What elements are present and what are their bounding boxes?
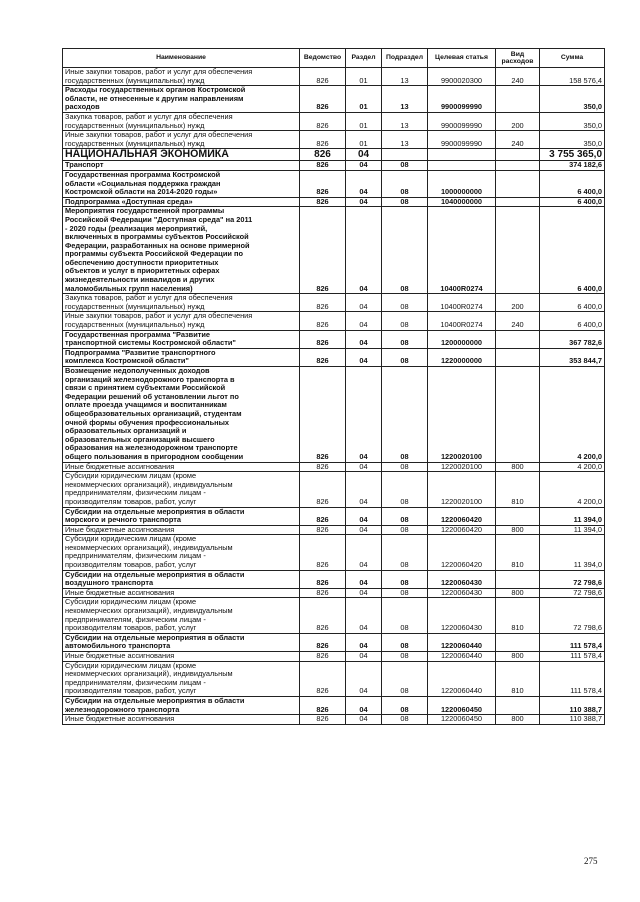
cell-celevaya-statya: 1220020100 bbox=[428, 367, 496, 463]
cell-razdel: 01 bbox=[346, 68, 382, 86]
cell-celevaya-statya: 1220060430 bbox=[428, 598, 496, 633]
cell-vid-raskhodov bbox=[496, 149, 540, 161]
cell-podrazdel: 13 bbox=[382, 131, 428, 149]
header-summa: Сумма bbox=[540, 49, 605, 68]
cell-razdel: 04 bbox=[346, 312, 382, 330]
cell-name: Расходы государственных органов Костромской области, не отнесенные к другим направлениям расходов bbox=[63, 86, 300, 113]
table-row bbox=[63, 633, 605, 651]
cell-podrazdel: 08 bbox=[382, 715, 428, 725]
table-row bbox=[63, 330, 605, 348]
table-row bbox=[63, 112, 605, 130]
cell-vedomstvo: 826 bbox=[300, 696, 346, 714]
cell-vid-raskhodov bbox=[496, 161, 540, 171]
cell-vedomstvo: 826 bbox=[300, 525, 346, 535]
cell-vedomstvo: 826 bbox=[300, 715, 346, 725]
cell-vid-raskhodov: 240 bbox=[496, 68, 540, 86]
cell-vedomstvo: 826 bbox=[300, 661, 346, 696]
table-row bbox=[63, 348, 605, 366]
cell-name: Мероприятия государственной программы Российской Федерации "Доступная среда" на 2011 - 2020 годы (реализация мероприятий, включенных в программы субъектов Российской Федерации, разработанных на основе примерной программы субъекта Российской Федерации по обеспечению доступности приоритетных объектов и услуг в приоритетных сферах жизнедеятельности инвалидов и других маломобильных групп населения) bbox=[63, 207, 300, 294]
cell-vedomstvo: 826 bbox=[300, 197, 346, 207]
cell-celevaya-statya: 1220060440 bbox=[428, 661, 496, 696]
cell-vedomstvo: 826 bbox=[300, 348, 346, 366]
cell-vedomstvo: 826 bbox=[300, 161, 346, 171]
cell-summa: 3 755 365,0 bbox=[540, 149, 605, 161]
cell-name: Субсидии юридическим лицам (кроме некоммерческих организаций), индивидуальным предпринимателям, физическим лицам - производителям товаров, работ, услуг bbox=[63, 598, 300, 633]
cell-razdel: 04 bbox=[346, 197, 382, 207]
cell-podrazdel: 08 bbox=[382, 598, 428, 633]
cell-summa: 111 578,4 bbox=[540, 652, 605, 662]
cell-summa: 11 394,0 bbox=[540, 507, 605, 525]
cell-celevaya-statya: 9900099990 bbox=[428, 112, 496, 130]
cell-celevaya-statya: 1000000000 bbox=[428, 170, 496, 197]
cell-razdel: 04 bbox=[346, 652, 382, 662]
cell-name: Субсидии на отдельные мероприятия в области морского и речного транспорта bbox=[63, 507, 300, 525]
table-row bbox=[63, 294, 605, 312]
cell-vedomstvo: 826 bbox=[300, 170, 346, 197]
cell-razdel: 04 bbox=[346, 330, 382, 348]
cell-podrazdel: 13 bbox=[382, 86, 428, 113]
cell-podrazdel: 08 bbox=[382, 367, 428, 463]
cell-razdel: 04 bbox=[346, 570, 382, 588]
cell-summa: 72 798,6 bbox=[540, 598, 605, 633]
cell-razdel: 04 bbox=[346, 661, 382, 696]
cell-razdel: 01 bbox=[346, 131, 382, 149]
cell-celevaya-statya: 1220060430 bbox=[428, 570, 496, 588]
cell-podrazdel: 08 bbox=[382, 570, 428, 588]
cell-vid-raskhodov: 800 bbox=[496, 715, 540, 725]
cell-name: Субсидии юридическим лицам (кроме некоммерческих организаций), индивидуальным предпринимателям, физическим лицам - производителям товаров, работ, услуг bbox=[63, 472, 300, 507]
cell-summa: 367 782,6 bbox=[540, 330, 605, 348]
cell-vedomstvo: 826 bbox=[300, 294, 346, 312]
table-row bbox=[63, 472, 605, 507]
cell-razdel: 04 bbox=[346, 633, 382, 651]
cell-vedomstvo: 826 bbox=[300, 507, 346, 525]
cell-razdel: 04 bbox=[346, 507, 382, 525]
header-vedomstvo: Ведомство bbox=[300, 49, 346, 68]
cell-podrazdel: 08 bbox=[382, 472, 428, 507]
cell-vedomstvo: 826 bbox=[300, 86, 346, 113]
cell-razdel: 04 bbox=[346, 588, 382, 598]
cell-summa: 72 798,6 bbox=[540, 588, 605, 598]
cell-vedomstvo: 826 bbox=[300, 588, 346, 598]
cell-celevaya-statya: 10400R0274 bbox=[428, 312, 496, 330]
cell-celevaya-statya: 1220060420 bbox=[428, 535, 496, 570]
cell-podrazdel: 08 bbox=[382, 507, 428, 525]
cell-vid-raskhodov: 240 bbox=[496, 312, 540, 330]
table-row bbox=[63, 598, 605, 633]
cell-name: Подпрограмма "Развитие транспортного комплекса Костромской области" bbox=[63, 348, 300, 366]
cell-vedomstvo: 826 bbox=[300, 472, 346, 507]
cell-vid-raskhodov: 200 bbox=[496, 112, 540, 130]
cell-vedomstvo: 826 bbox=[300, 149, 346, 161]
cell-podrazdel: 08 bbox=[382, 161, 428, 171]
cell-celevaya-statya: 1220060440 bbox=[428, 633, 496, 651]
cell-name: Субсидии юридическим лицам (кроме некоммерческих организаций), индивидуальным предпринимателям, физическим лицам - производителям товаров, работ, услуг bbox=[63, 535, 300, 570]
cell-summa: 4 200,0 bbox=[540, 462, 605, 472]
cell-vid-raskhodov bbox=[496, 367, 540, 463]
cell-vid-raskhodov: 810 bbox=[496, 472, 540, 507]
cell-vedomstvo: 826 bbox=[300, 570, 346, 588]
cell-podrazdel: 08 bbox=[382, 652, 428, 662]
cell-summa: 4 200,0 bbox=[540, 367, 605, 463]
table-row bbox=[63, 715, 605, 725]
cell-celevaya-statya: 9900020300 bbox=[428, 68, 496, 86]
cell-podrazdel: 08 bbox=[382, 294, 428, 312]
table-row bbox=[63, 696, 605, 714]
cell-vid-raskhodov: 800 bbox=[496, 525, 540, 535]
cell-summa: 374 182,6 bbox=[540, 161, 605, 171]
table-row bbox=[63, 507, 605, 525]
cell-podrazdel: 08 bbox=[382, 330, 428, 348]
cell-celevaya-statya: 1220060430 bbox=[428, 588, 496, 598]
cell-podrazdel: 08 bbox=[382, 525, 428, 535]
cell-vid-raskhodov: 800 bbox=[496, 652, 540, 662]
cell-summa: 6 400,0 bbox=[540, 294, 605, 312]
cell-name: Иные бюджетные ассигнования bbox=[63, 462, 300, 472]
table-row bbox=[63, 312, 605, 330]
cell-name: НАЦИОНАЛЬНАЯ ЭКОНОМИКА bbox=[63, 149, 300, 161]
cell-celevaya-statya: 10400R0274 bbox=[428, 207, 496, 294]
cell-name: Иные закупки товаров, работ и услуг для обеспечения государственных (муниципальных) нужд bbox=[63, 68, 300, 86]
cell-summa: 11 394,0 bbox=[540, 525, 605, 535]
cell-celevaya-statya: 10400R0274 bbox=[428, 294, 496, 312]
cell-summa: 350,0 bbox=[540, 86, 605, 113]
table-row bbox=[63, 661, 605, 696]
cell-vid-raskhodov: 240 bbox=[496, 131, 540, 149]
cell-podrazdel: 08 bbox=[382, 661, 428, 696]
cell-celevaya-statya: 1220060420 bbox=[428, 525, 496, 535]
table-row bbox=[63, 161, 605, 171]
cell-podrazdel: 13 bbox=[382, 112, 428, 130]
cell-name: Возмещение недополученных доходов организаций железнодорожного транспорта в связи с принятием субъектами Российской Федерации решений об установлении льгот по оплате проезда учащимся и воспитанникам общеобразовательных организаций, студентам очной формы обучения профессиональных образовательных организаций и образовательных организаций высшего образования на железнодорожном транспорте общего пользования в пригородном сообщении bbox=[63, 367, 300, 463]
cell-razdel: 04 bbox=[346, 472, 382, 507]
cell-podrazdel: 08 bbox=[382, 348, 428, 366]
cell-vedomstvo: 826 bbox=[300, 68, 346, 86]
cell-vedomstvo: 826 bbox=[300, 462, 346, 472]
cell-vedomstvo: 826 bbox=[300, 633, 346, 651]
cell-celevaya-statya: 1220060450 bbox=[428, 715, 496, 725]
cell-razdel: 04 bbox=[346, 462, 382, 472]
cell-name: Иные бюджетные ассигнования bbox=[63, 652, 300, 662]
cell-celevaya-statya: 1220000000 bbox=[428, 348, 496, 366]
cell-name: Иные закупки товаров, работ и услуг для обеспечения государственных (муниципальных) нужд bbox=[63, 312, 300, 330]
cell-summa: 4 200,0 bbox=[540, 472, 605, 507]
cell-vedomstvo: 826 bbox=[300, 112, 346, 130]
cell-vedomstvo: 826 bbox=[300, 330, 346, 348]
table-row bbox=[63, 652, 605, 662]
cell-vid-raskhodov bbox=[496, 197, 540, 207]
cell-razdel: 01 bbox=[346, 112, 382, 130]
page-number: 275 bbox=[584, 856, 598, 866]
budget-table bbox=[62, 48, 605, 725]
cell-vid-raskhodov bbox=[496, 696, 540, 714]
cell-name: Субсидии на отдельные мероприятия в области автомобильного транспорта bbox=[63, 633, 300, 651]
cell-summa: 6 400,0 bbox=[540, 312, 605, 330]
cell-celevaya-statya: 1220060420 bbox=[428, 507, 496, 525]
cell-podrazdel: 08 bbox=[382, 462, 428, 472]
cell-vedomstvo: 826 bbox=[300, 207, 346, 294]
cell-summa: 6 400,0 bbox=[540, 170, 605, 197]
table-row bbox=[63, 535, 605, 570]
cell-razdel: 04 bbox=[346, 294, 382, 312]
cell-celevaya-statya: 1220020100 bbox=[428, 462, 496, 472]
cell-podrazdel: 08 bbox=[382, 588, 428, 598]
header-razdel: Раздел bbox=[346, 49, 382, 68]
table-row bbox=[63, 367, 605, 463]
cell-razdel: 04 bbox=[346, 535, 382, 570]
cell-name: Иные закупки товаров, работ и услуг для обеспечения государственных (муниципальных) нужд bbox=[63, 131, 300, 149]
cell-summa: 6 400,0 bbox=[540, 197, 605, 207]
cell-celevaya-statya bbox=[428, 161, 496, 171]
cell-summa: 350,0 bbox=[540, 131, 605, 149]
cell-vedomstvo: 826 bbox=[300, 131, 346, 149]
cell-razdel: 04 bbox=[346, 149, 382, 161]
table-row bbox=[63, 86, 605, 113]
table-row bbox=[63, 207, 605, 294]
cell-vedomstvo: 826 bbox=[300, 312, 346, 330]
cell-celevaya-statya: 9900099990 bbox=[428, 131, 496, 149]
cell-vid-raskhodov bbox=[496, 86, 540, 113]
cell-name: Субсидии на отдельные мероприятия в области железнодорожного транспорта bbox=[63, 696, 300, 714]
cell-summa: 72 798,6 bbox=[540, 570, 605, 588]
table-row bbox=[63, 131, 605, 149]
cell-celevaya-statya: 9900099990 bbox=[428, 86, 496, 113]
cell-podrazdel: 08 bbox=[382, 207, 428, 294]
cell-podrazdel: 08 bbox=[382, 170, 428, 197]
table-row bbox=[63, 149, 605, 161]
cell-celevaya-statya: 1220060450 bbox=[428, 696, 496, 714]
cell-vedomstvo: 826 bbox=[300, 535, 346, 570]
cell-summa: 111 578,4 bbox=[540, 633, 605, 651]
cell-vid-raskhodov: 800 bbox=[496, 462, 540, 472]
cell-name: Иные бюджетные ассигнования bbox=[63, 715, 300, 725]
cell-vid-raskhodov bbox=[496, 330, 540, 348]
table-header-row bbox=[63, 49, 605, 68]
cell-name: Иные бюджетные ассигнования bbox=[63, 525, 300, 535]
cell-vid-raskhodov: 200 bbox=[496, 294, 540, 312]
cell-summa: 6 400,0 bbox=[540, 207, 605, 294]
cell-celevaya-statya bbox=[428, 149, 496, 161]
cell-name: Транспорт bbox=[63, 161, 300, 171]
cell-podrazdel: 08 bbox=[382, 633, 428, 651]
cell-vid-raskhodov bbox=[496, 170, 540, 197]
cell-vedomstvo: 826 bbox=[300, 598, 346, 633]
cell-vid-raskhodov bbox=[496, 207, 540, 294]
cell-vid-raskhodov: 800 bbox=[496, 588, 540, 598]
cell-celevaya-statya: 1220060440 bbox=[428, 652, 496, 662]
cell-name: Иные бюджетные ассигнования bbox=[63, 588, 300, 598]
table-row bbox=[63, 170, 605, 197]
cell-podrazdel bbox=[382, 149, 428, 161]
cell-celevaya-statya: 1220020100 bbox=[428, 472, 496, 507]
cell-summa: 353 844,7 bbox=[540, 348, 605, 366]
cell-razdel: 04 bbox=[346, 367, 382, 463]
cell-vid-raskhodov bbox=[496, 348, 540, 366]
cell-name: Государственная программа Костромской области «Социальная поддержка граждан Костромской области на 2014-2020 годы» bbox=[63, 170, 300, 197]
cell-vedomstvo: 826 bbox=[300, 652, 346, 662]
cell-vid-raskhodov: 810 bbox=[496, 598, 540, 633]
cell-podrazdel: 08 bbox=[382, 535, 428, 570]
header-podrazdel: Подраздел bbox=[382, 49, 428, 68]
header-vid-raskhodov: Вид расходов bbox=[496, 49, 540, 68]
cell-summa: 158 576,4 bbox=[540, 68, 605, 86]
cell-vid-raskhodov bbox=[496, 507, 540, 525]
table-row bbox=[63, 68, 605, 86]
cell-vid-raskhodov bbox=[496, 570, 540, 588]
cell-razdel: 04 bbox=[346, 207, 382, 294]
cell-razdel: 04 bbox=[346, 525, 382, 535]
cell-razdel: 04 bbox=[346, 696, 382, 714]
header-celevaya-statya: Целевая статья bbox=[428, 49, 496, 68]
cell-summa: 11 394,0 bbox=[540, 535, 605, 570]
table-row bbox=[63, 570, 605, 588]
cell-summa: 350,0 bbox=[540, 112, 605, 130]
cell-podrazdel: 08 bbox=[382, 696, 428, 714]
cell-podrazdel: 08 bbox=[382, 312, 428, 330]
cell-celevaya-statya: 1200000000 bbox=[428, 330, 496, 348]
cell-celevaya-statya: 1040000000 bbox=[428, 197, 496, 207]
cell-name: Подпрограмма «Доступная среда» bbox=[63, 197, 300, 207]
cell-razdel: 04 bbox=[346, 348, 382, 366]
cell-razdel: 01 bbox=[346, 86, 382, 113]
cell-razdel: 04 bbox=[346, 598, 382, 633]
cell-podrazdel: 13 bbox=[382, 68, 428, 86]
cell-razdel: 04 bbox=[346, 161, 382, 171]
cell-vedomstvo: 826 bbox=[300, 367, 346, 463]
cell-name: Закупка товаров, работ и услуг для обеспечения государственных (муниципальных) нужд bbox=[63, 112, 300, 130]
cell-podrazdel: 08 bbox=[382, 197, 428, 207]
cell-summa: 110 388,7 bbox=[540, 696, 605, 714]
cell-vid-raskhodov bbox=[496, 633, 540, 651]
cell-vid-raskhodov: 810 bbox=[496, 535, 540, 570]
cell-razdel: 04 bbox=[346, 715, 382, 725]
cell-name: Субсидии на отдельные мероприятия в области воздушного транспорта bbox=[63, 570, 300, 588]
cell-name: Закупка товаров, работ и услуг для обеспечения государственных (муниципальных) нужд bbox=[63, 294, 300, 312]
header-name: Наименование bbox=[63, 49, 300, 68]
cell-summa: 111 578,4 bbox=[540, 661, 605, 696]
cell-vid-raskhodov: 810 bbox=[496, 661, 540, 696]
cell-name: Субсидии юридическим лицам (кроме некоммерческих организаций), индивидуальным предпринимателям, физическим лицам - производителям товаров, работ, услуг bbox=[63, 661, 300, 696]
cell-razdel: 04 bbox=[346, 170, 382, 197]
cell-summa: 110 388,7 bbox=[540, 715, 605, 725]
cell-name: Государственная программа "Развитие транспортной системы Костромской области" bbox=[63, 330, 300, 348]
